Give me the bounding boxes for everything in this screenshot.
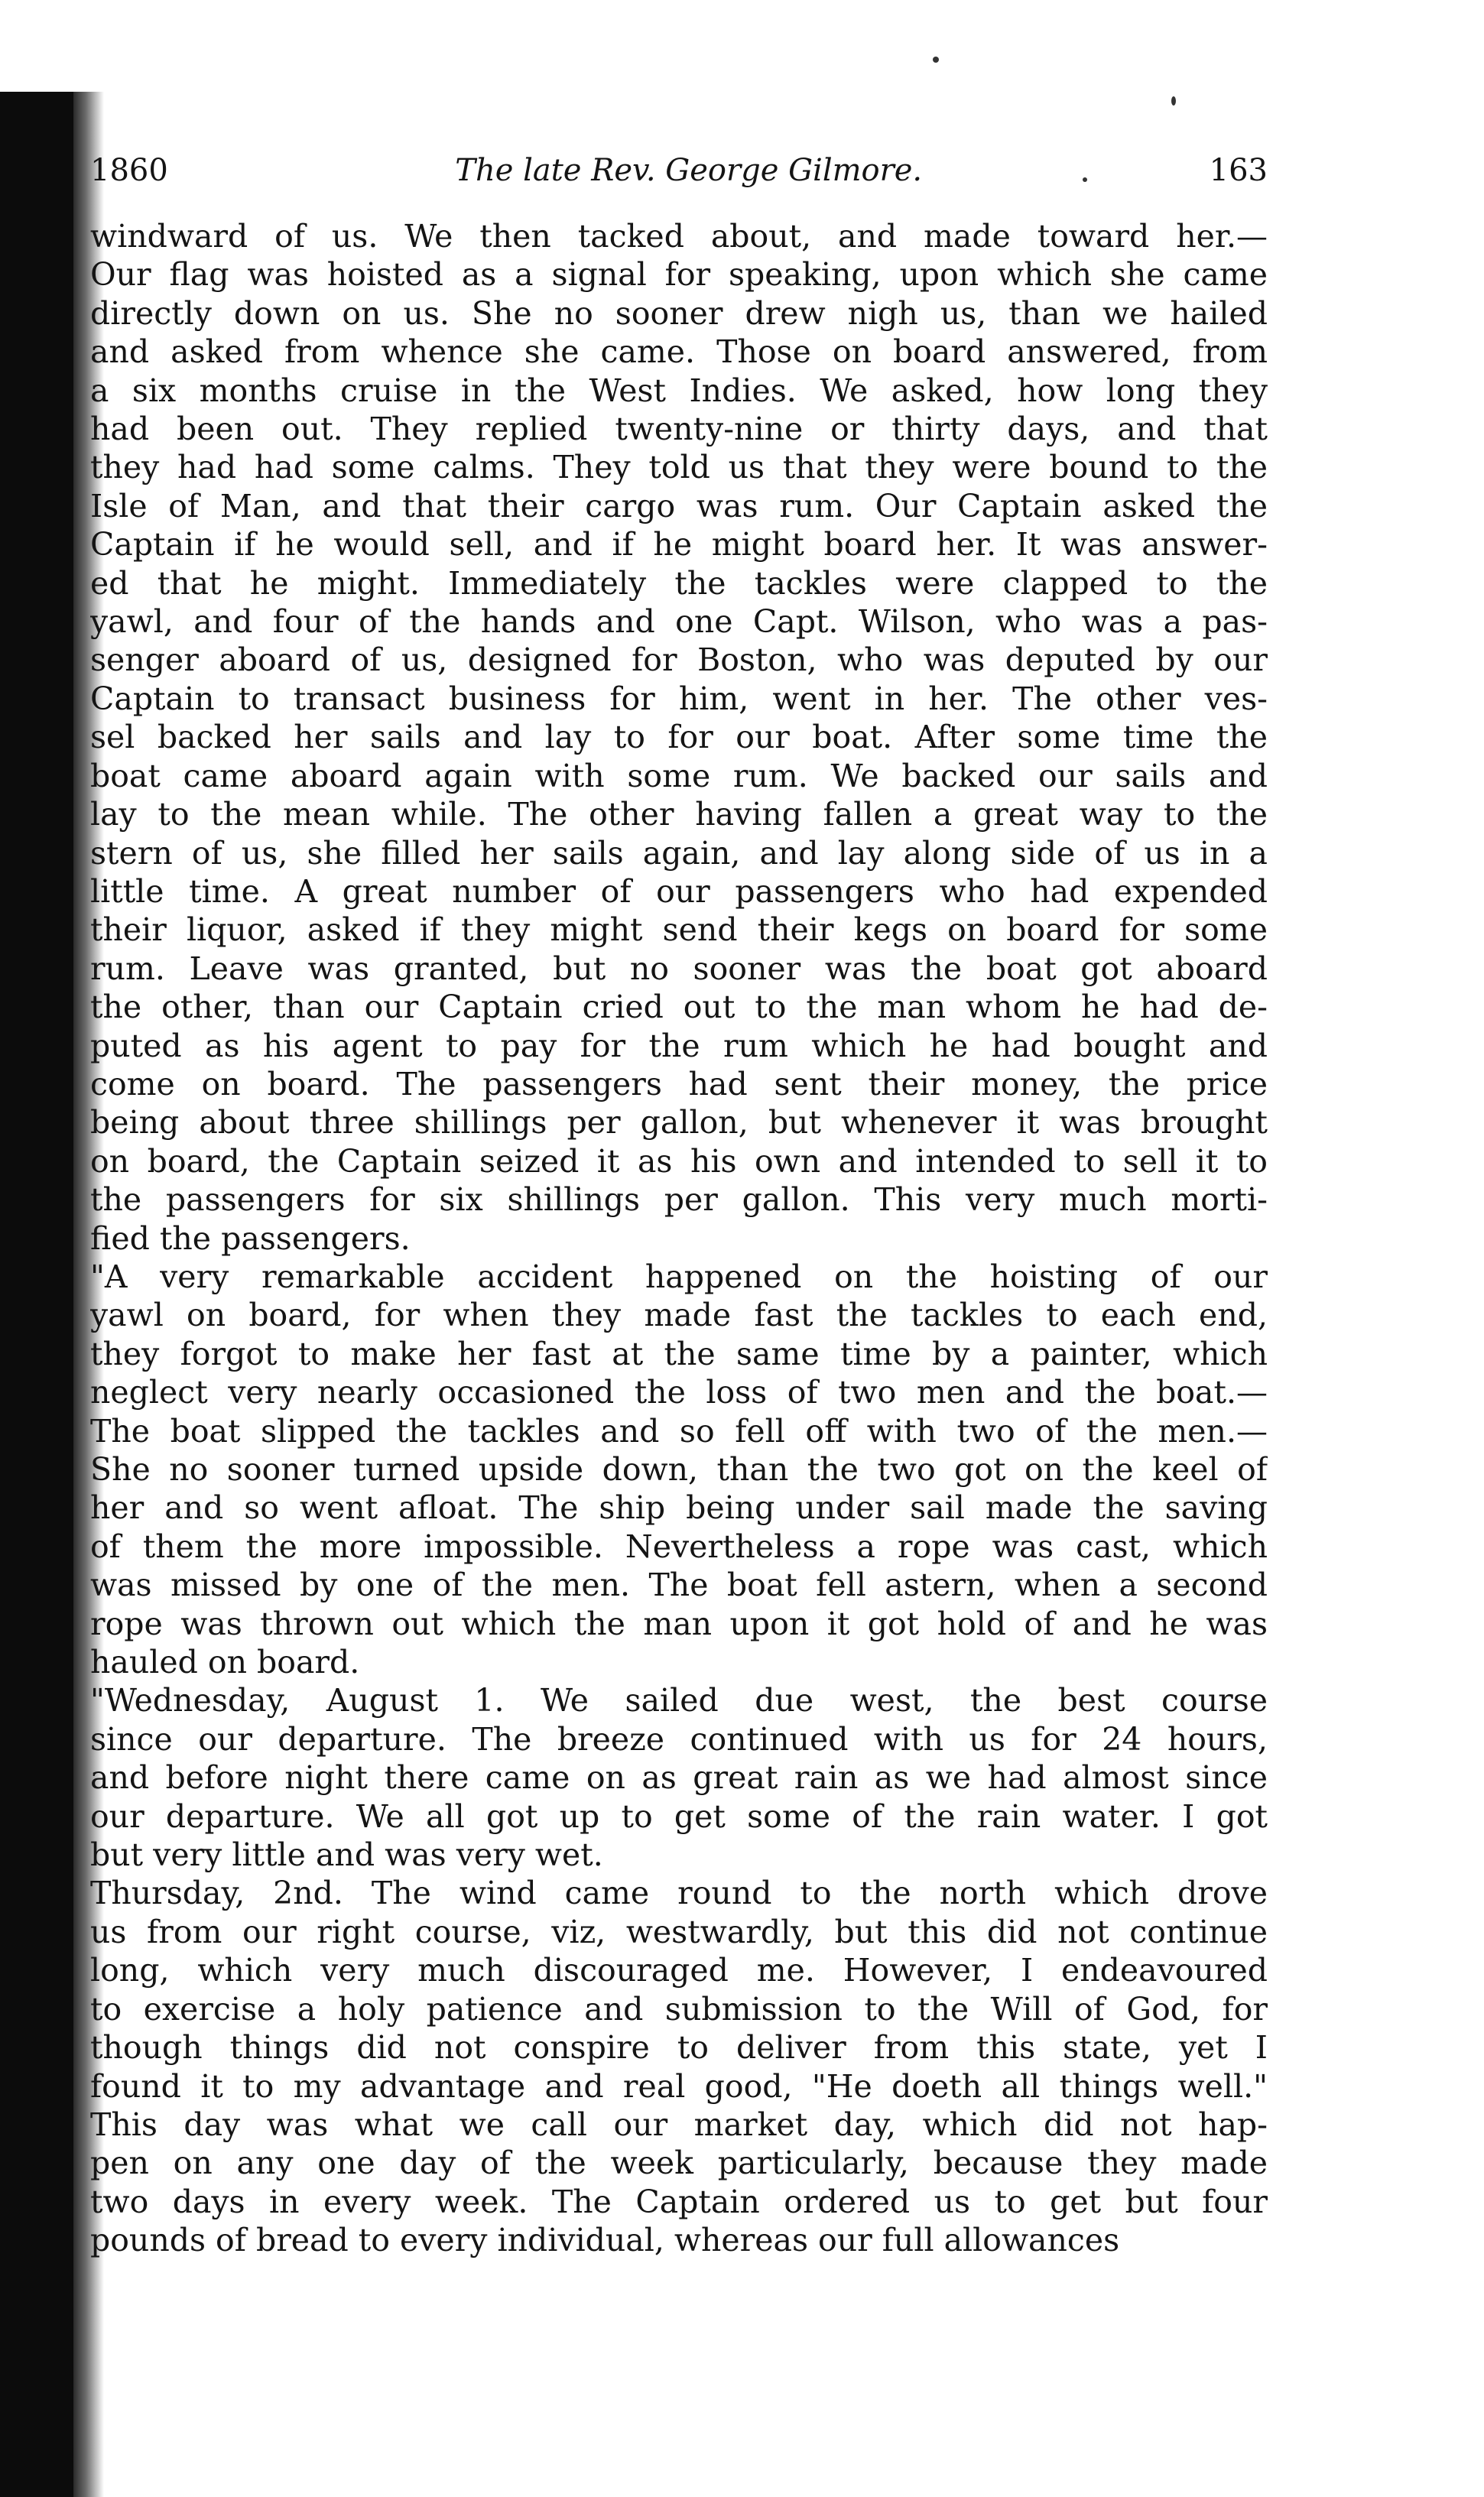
text-line: their liquor, asked if they might send their kegs on board for some [90, 911, 1268, 949]
text-line: Our flag was hoisted as a signal for speaking, upon which she came [90, 256, 1268, 294]
book-page [90, 153, 1268, 2260]
ink-speck [933, 57, 939, 63]
text-line: Thursday, 2nd. The wind came round to the north which drove [90, 1875, 1268, 1912]
text-line: but very little and was very wet. [90, 1836, 603, 1874]
text-line: being about three shillings per gallon, but whenever it was brought [90, 1104, 1268, 1141]
text-line: two days in every week. The Captain ordered us to get but four [90, 2183, 1268, 2220]
text-line: yawl, and four of the hands and one Capt. Wilson, who was a pas- [90, 603, 1268, 641]
running-header [90, 153, 1268, 197]
text-line: lay to the mean while. The other having fallen a great way to the [90, 796, 1268, 833]
text-line: rope was thrown out which the man upon it got hold of and he was [90, 1605, 1268, 1642]
text-line: since our departure. The breeze continued with us for 24 hours, [90, 1720, 1268, 1758]
text-line: The boat slipped the tackles and so fell off with two of the men.— [90, 1412, 1268, 1450]
text-line: sel backed her sails and lay to for our boat. After some time the [90, 719, 1268, 756]
page-binding-shadow [0, 92, 73, 2497]
text-line: directly down on us. She no sooner drew nigh us, than we hailed [90, 294, 1268, 332]
text-line: boat came aboard again with some rum. We backed our sails and [90, 757, 1268, 794]
text-line: found it to my advantage and real good, "He doeth all things well." [90, 2067, 1268, 2105]
header-title: The late Rev. George Gilmore. [455, 153, 923, 188]
text-line: Captain if he would sell, and if he might board her. It was answer- [90, 526, 1268, 563]
text-line: little time. A great number of our passengers who had expended [90, 872, 1268, 910]
text-line: and asked from whence she came. Those on board answered, from [90, 333, 1268, 371]
page-number: 163 [1209, 153, 1268, 188]
text-line: fied the passengers. [90, 1219, 411, 1257]
text-line: hauled on board. [90, 1644, 360, 1681]
text-line: to exercise a holy patience and submission to the Will of God, for [90, 1990, 1268, 2028]
text-line: her and so went afloat. The ship being under sail made the saving [90, 1489, 1268, 1527]
text-line: had been out. They replied twenty-nine or thirty days, and that [90, 411, 1268, 448]
text-line: "Wednesday, August 1. We sailed due west, the best course [90, 1682, 1268, 1719]
text-line: Isle of Man, and that their cargo was rum. Our Captain asked the [90, 487, 1268, 524]
text-line: stern of us, she filled her sails again, and lay along side of us in a [90, 834, 1268, 872]
text-line: was missed by one of the men. The boat fell astern, when a second [90, 1567, 1268, 1604]
text-line: of them the more impossible. Nevertheless a rope was cast, which [90, 1528, 1268, 1565]
text-line: a six months cruise in the West Indies. We asked, how long they [90, 372, 1268, 409]
text-line: the other, than our Captain cried out to the man whom he had de- [90, 989, 1268, 1026]
text-line: they had had some calms. They told us that they were bound to the [90, 449, 1268, 486]
text-line: and before night there came on as great rain as we had almost since [90, 1759, 1268, 1797]
page-body-text [90, 217, 1268, 2260]
text-line: come on board. The passengers had sent their money, the price [90, 1065, 1268, 1102]
text-line: This day was what we call our market day, which did not hap- [90, 2106, 1268, 2143]
text-line: though things did not conspire to deliver from this state, yet I [90, 2029, 1268, 2067]
text-line: Captain to transact business for him, went in her. The other ves- [90, 680, 1268, 717]
text-line: yawl on board, for when they made fast the tackles to each end, [90, 1297, 1268, 1334]
text-line: ed that he might. Immediately the tackles were clapped to the [90, 564, 1268, 602]
text-line: neglect very nearly occasioned the loss of two men and the boat.— [90, 1374, 1268, 1411]
text-line: the passengers for six shillings per gallon. This very much morti- [90, 1181, 1268, 1219]
text-line: senger aboard of us, designed for Boston, who was deputed by our [90, 641, 1268, 679]
text-line: She no sooner turned upside down, than the two got on the keel of [90, 1451, 1268, 1488]
text-line: rum. Leave was granted, but no sooner was the boat got aboard [90, 950, 1268, 987]
text-line: they forgot to make her fast at the same time by a painter, which [90, 1335, 1268, 1372]
text-line: pounds of bread to every individual, whereas our full allowances [90, 2222, 1120, 2259]
text-line: pen on any one day of the week particularly, because they made [90, 2145, 1268, 2182]
text-line: our departure. We all got up to get some of the rain water. I got [90, 1797, 1268, 1835]
header-year: 1860 [90, 153, 168, 188]
text-line: long, which very much discouraged me. However, I endeavoured [90, 1952, 1268, 1989]
text-line: on board, the Captain seized it as his own and intended to sell it to [90, 1142, 1268, 1180]
text-line: puted as his agent to pay for the rum which he had bought and [90, 1027, 1268, 1064]
text-line: "A very remarkable accident happened on the hoisting of our [90, 1258, 1268, 1295]
ink-speck [1171, 96, 1176, 106]
text-line: us from our right course, viz, westwardly, but this did not continue [90, 1913, 1268, 1950]
text-line: windward of us. We then tacked about, and made toward her.— [90, 218, 1268, 255]
